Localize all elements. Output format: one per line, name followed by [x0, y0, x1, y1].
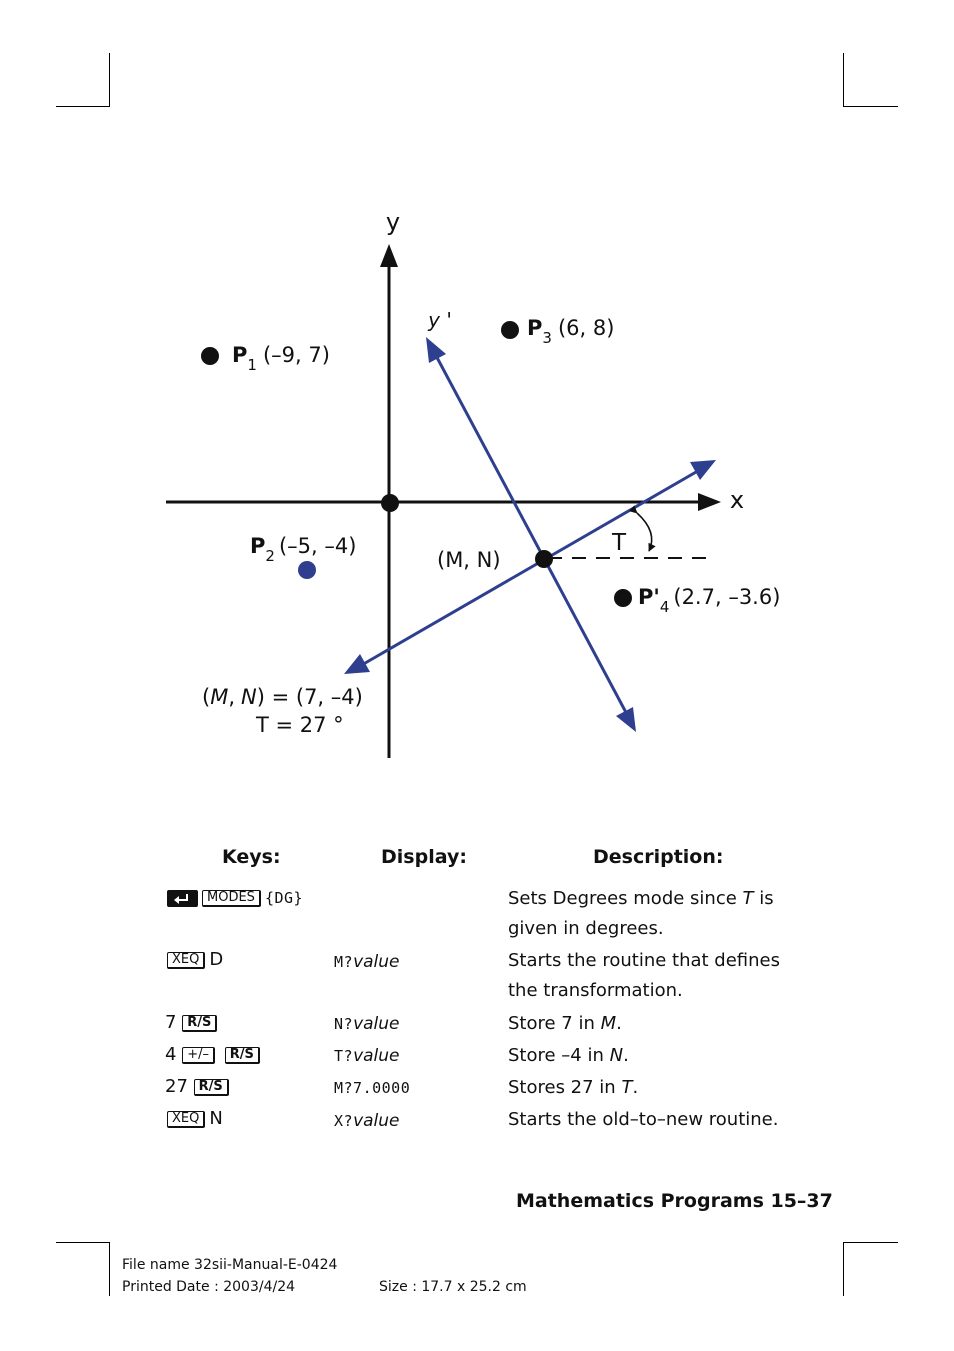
- mn-values-comma: ,: [228, 685, 236, 709]
- p3-name: P: [527, 316, 543, 340]
- page-size: Size : 17.7 x 25.2 cm: [379, 1279, 527, 1295]
- header-keys: Keys:: [222, 846, 281, 868]
- crop-mark: [109, 1242, 110, 1296]
- description-row-1: [508, 884, 808, 944]
- xeq-key[interactable]: XEQ: [167, 1111, 205, 1128]
- p4-sub: 4: [659, 598, 670, 616]
- p2-coords: (–5, –4): [278, 534, 357, 558]
- description-text: Starts the routine that defines the transformation.: [508, 950, 780, 1001]
- p2-name: P: [250, 534, 266, 558]
- y-prime-arrowhead-down: [616, 707, 636, 732]
- description-text: .: [632, 1077, 639, 1098]
- run-stop-key[interactable]: R/S: [225, 1047, 260, 1064]
- display-prompt: X?: [334, 1112, 354, 1130]
- description-text: is given in degrees.: [508, 888, 774, 939]
- x-axis-label: x: [729, 486, 745, 514]
- description-row-4: [508, 1041, 808, 1071]
- header-display: Display:: [381, 846, 467, 868]
- description-text: Store 7 in: [508, 1013, 601, 1034]
- shift-arrow-icon: [171, 891, 193, 905]
- description-row-2: [508, 946, 808, 1006]
- display-prompt: T?: [334, 1047, 354, 1065]
- display-value: value: [353, 952, 400, 972]
- y-axis-arrowhead: [380, 244, 398, 267]
- display-prompt: N?: [334, 1015, 354, 1033]
- p4-name: P': [638, 585, 660, 609]
- t-value: T = 27 °: [256, 713, 344, 737]
- mn-label: (M, N): [437, 548, 501, 572]
- y-axis-label: y: [385, 208, 401, 236]
- p2-sub: 2: [265, 547, 275, 565]
- point-p4: [614, 589, 632, 607]
- description-text: Starts the old–to–new routine.: [508, 1109, 779, 1130]
- table-row: [165, 1013, 221, 1033]
- point-p1: [201, 347, 219, 365]
- display-row-4: [334, 1046, 400, 1066]
- mn-point: [535, 550, 553, 568]
- display-row-2: [334, 952, 400, 972]
- mn-values-open: (: [202, 685, 211, 709]
- p1-sub: 1: [247, 356, 257, 374]
- key-label: N: [209, 1108, 223, 1129]
- description-variable: N: [609, 1045, 624, 1066]
- point-p2: [298, 561, 316, 579]
- run-stop-key[interactable]: R/S: [182, 1015, 217, 1032]
- display-prompt: M?: [334, 953, 354, 971]
- p4-label: [638, 585, 780, 616]
- description-variable: T: [621, 1077, 633, 1098]
- display-prompt: M?7.0000: [334, 1079, 411, 1097]
- display-row-5: [334, 1078, 410, 1098]
- modes-key[interactable]: MODES: [202, 890, 261, 907]
- display-value: value: [353, 1046, 400, 1066]
- y-prime-axis-label: y ': [428, 308, 452, 332]
- p2-label: [250, 534, 356, 565]
- y-prime-arrowhead-up: [426, 337, 446, 363]
- dg-menu-item[interactable]: {DG}: [264, 889, 304, 907]
- mn-values-n: N: [241, 685, 257, 709]
- table-row: [165, 1045, 264, 1065]
- left-shift-key[interactable]: [167, 890, 198, 907]
- mn-values-rest: ) = (7, –4): [256, 685, 363, 709]
- p3-coords: (6, 8): [557, 316, 615, 340]
- origin-point: [381, 494, 399, 512]
- table-row: [167, 950, 223, 970]
- table-row: [167, 888, 303, 908]
- description-text: Stores 27 in: [508, 1077, 622, 1098]
- table-row: [165, 1077, 233, 1097]
- mn-values: [202, 685, 363, 709]
- p3-sub: 3: [542, 329, 552, 347]
- run-stop-key[interactable]: R/S: [194, 1079, 229, 1096]
- x-axis-arrowhead: [698, 493, 721, 511]
- crop-mark: [56, 1242, 110, 1243]
- description-variable: M: [600, 1013, 617, 1034]
- printed-date: Printed Date : 2003/4/24: [122, 1279, 296, 1295]
- page-footer-title: Mathematics Programs 15–37: [516, 1190, 833, 1212]
- display-row-6: [334, 1111, 400, 1131]
- crop-mark: [843, 1242, 898, 1243]
- description-row-6: [508, 1105, 808, 1135]
- angle-t-arc: [637, 513, 652, 551]
- display-value: value: [353, 1014, 400, 1034]
- display-row-3: [334, 1014, 400, 1034]
- xeq-key[interactable]: XEQ: [167, 952, 205, 969]
- description-text: Sets Degrees mode since: [508, 888, 743, 909]
- mn-values-m: M: [210, 685, 229, 709]
- x-prime-axis: [360, 468, 703, 666]
- crop-mark: [843, 1242, 844, 1296]
- header-description: Description:: [593, 846, 724, 868]
- description-row-5: [508, 1073, 808, 1103]
- file-name: File name 32sii-Manual-E-0424: [122, 1257, 338, 1273]
- p1-coords: (–9, 7): [262, 343, 330, 367]
- p3-label: [527, 316, 614, 347]
- p1-name: P: [232, 343, 248, 367]
- p1-label: [232, 343, 330, 374]
- key-label: 4: [165, 1044, 177, 1065]
- angle-t-label: T: [611, 530, 627, 556]
- point-p3: [501, 321, 519, 339]
- key-label: 7: [165, 1012, 177, 1033]
- change-sign-key[interactable]: +/–: [182, 1047, 215, 1064]
- p4-coords: (2.7, –3.6): [673, 585, 781, 609]
- y-prime-axis: [433, 350, 630, 720]
- description-text: .: [623, 1045, 629, 1066]
- description-variable: T: [742, 888, 754, 909]
- display-value: value: [353, 1111, 400, 1131]
- table-row: [167, 1109, 223, 1129]
- key-label: 27: [165, 1076, 188, 1097]
- key-label: D: [209, 949, 224, 970]
- description-text: Store –4 in: [508, 1045, 610, 1066]
- description-row-3: [508, 1009, 808, 1039]
- description-text: .: [616, 1013, 622, 1034]
- x-prime-arrowhead-ne: [690, 460, 716, 480]
